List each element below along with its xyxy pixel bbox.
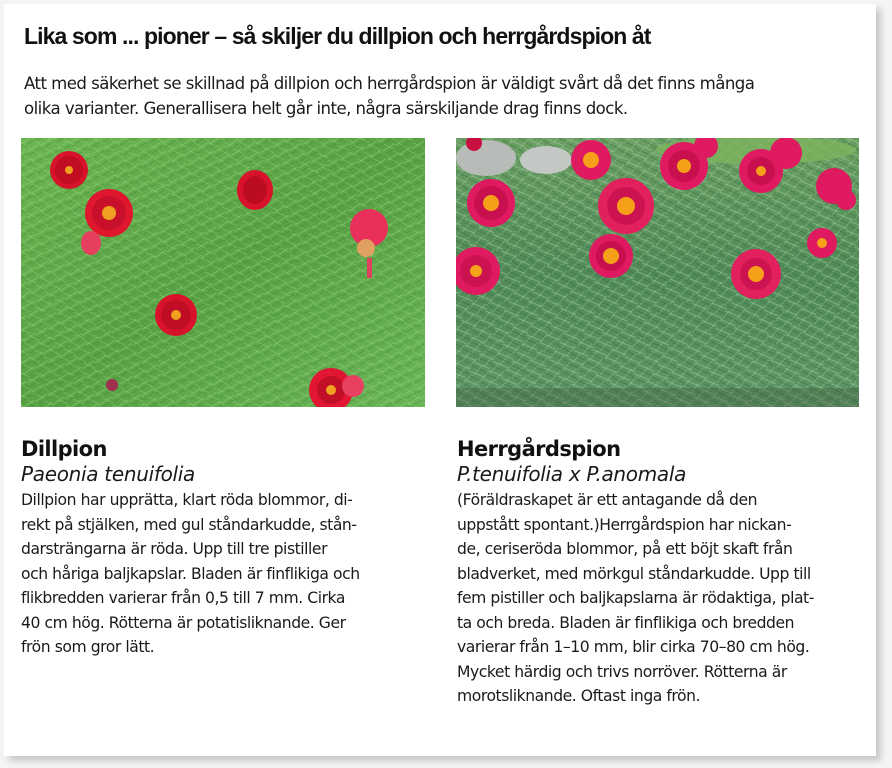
body-line: rekt på stjälken, med gul ståndarkudde, stån- (21, 515, 357, 534)
section-herrgardspion (457, 436, 867, 709)
dillpion-photo (21, 138, 425, 407)
dillpion-photo-image (21, 138, 425, 407)
body-line: darsträngarna är röda. Upp till tre pistiller (21, 540, 328, 558)
herrgardspion-photo (456, 138, 859, 407)
intro-line: olika varianter. Generallisera helt går inte, några särskiljande drag finns dock. (24, 99, 628, 118)
body-line: frön som gror lätt. (21, 638, 155, 656)
body-line: fem pistiller och baljkapslarna är rödaktiga, plat- (457, 589, 814, 607)
article-intro (24, 71, 864, 121)
body-line: och håriga baljkapslar. Bladen är finflikiga och (21, 564, 360, 583)
body-line: ta och breda. Bladen är finflikiga och bredden (457, 613, 795, 632)
section-heading: Dillpion (21, 437, 107, 461)
section-latin-name: P.tenuifolia x P.anomala (457, 462, 687, 486)
body-line: bladverket, med mörkgul ståndarkudde. Upp till (457, 564, 811, 583)
section-dillpion (21, 436, 431, 660)
section-latin-name: Paeonia tenuifolia (21, 462, 196, 486)
section-heading: Herrgårdspion (457, 437, 621, 461)
body-line: flikbredden varierar från 0,5 till 7 mm. Cirka (21, 589, 345, 607)
body-line: 40 cm hög. Rötterna är potatisliknande. Ger (21, 613, 346, 632)
body-line: de, ceriseröda blommor, på ett böjt skaft från (457, 540, 793, 558)
body-line: Mycket härdig och trivs norröver. Rötterna är (457, 662, 787, 681)
body-line: (Föräldraskapet är ett antagande då den (457, 491, 758, 509)
body-line: uppstått spontant.)Herrgårdspion har nickan- (457, 515, 792, 534)
intro-line: Att med säkerhet se skillnad på dillpion och herrgårdspion är väldigt svårt då det finns många (24, 74, 755, 93)
body-line: varierar från 1–10 mm, blir cirka 70–80 cm hög. (457, 638, 810, 656)
herrgardspion-photo-image (456, 138, 859, 407)
article-title: Lika som ... pioner – så skiljer du dillpion och herrgårdspion åt (24, 23, 651, 49)
section-body (21, 488, 431, 660)
body-line: Dillpion har upprätta, klart röda blommor, di- (21, 491, 353, 509)
body-line: morotsliknande. Oftast inga frön. (457, 687, 701, 705)
section-body (457, 488, 867, 709)
